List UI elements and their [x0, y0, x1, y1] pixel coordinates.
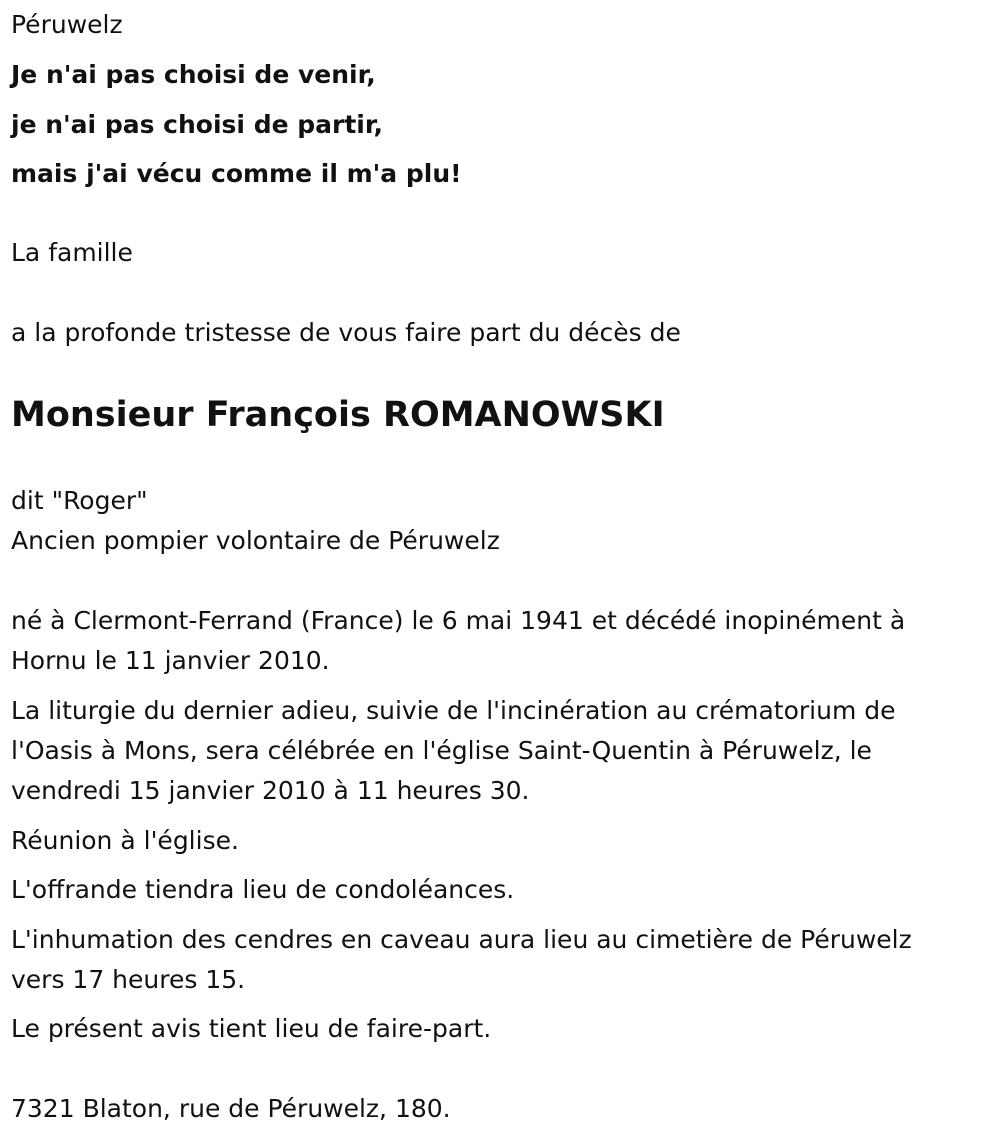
poem-line-3: mais j'ai vécu comme il m'a plu! — [11, 159, 462, 188]
liturgy-line-3: vendredi 15 janvier 2010 à 11 heures 30. — [11, 776, 530, 805]
address: 7321 Blaton, rue de Péruwelz, 180. — [11, 1094, 451, 1123]
meeting: Réunion à l'église. — [11, 826, 239, 855]
location: Péruwelz — [11, 10, 123, 39]
nickname: dit "Roger" — [11, 486, 148, 515]
burial-line-2: vers 17 heures 15. — [11, 965, 246, 994]
announcement: a la profonde tristesse de vous faire part du décès de — [11, 318, 681, 347]
notice: Le présent avis tient lieu de faire-part. — [11, 1014, 492, 1043]
birth-death-line-1: né à Clermont-Ferrand (France) le 6 mai 1941 et décédé inopinément à — [11, 606, 906, 635]
liturgy-line-2: l'Oasis à Mons, sera célébrée en l'église Saint-Quentin à Péruwelz, le — [11, 736, 872, 765]
liturgy-line-1: La liturgie du dernier adieu, suivie de l'incinération au crématorium de — [11, 696, 896, 725]
family: La famille — [11, 238, 133, 267]
offering: L'offrande tiendra lieu de condoléances. — [11, 875, 515, 904]
poem-line-2: je n'ai pas choisi de partir, — [11, 110, 384, 139]
burial-line-1: L'inhumation des cendres en caveau aura lieu au cimetière de Péruwelz — [11, 925, 912, 954]
occupation: Ancien pompier volontaire de Péruwelz — [11, 526, 500, 555]
birth-death-line-2: Hornu le 11 janvier 2010. — [11, 646, 330, 675]
deceased-name: Monsieur François ROMANOWSKI — [11, 395, 665, 435]
poem-line-1: Je n'ai pas choisi de venir, — [11, 60, 376, 89]
